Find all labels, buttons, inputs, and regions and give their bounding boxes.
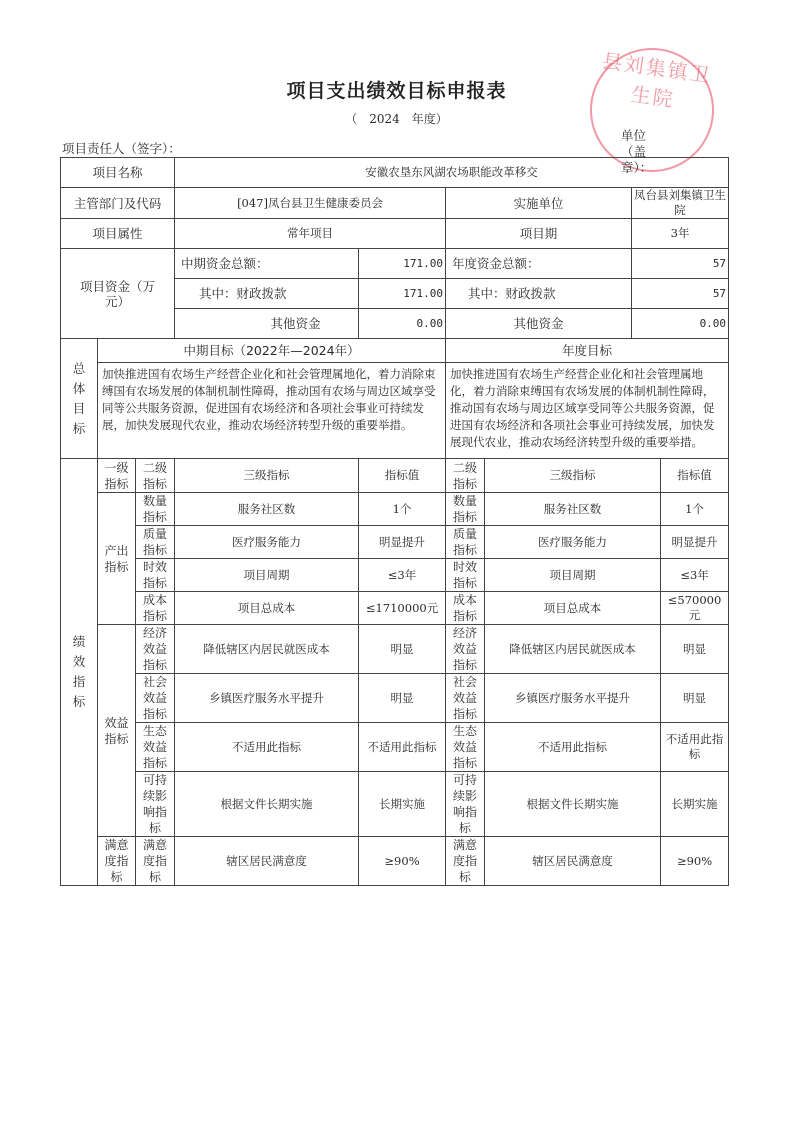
level1-satisfaction: 满意度指标 [98, 837, 136, 886]
table-row [61, 493, 729, 526]
year-level2: 满意度指标 [446, 837, 485, 886]
mid-goal-text: 加快推进国有农场生产经营企业化和社会管理属地化，着力消除束缚国有农场发展的体制机制性障碍，推动国有农场与周边区域享受同等公共服务资源，促进国有农场经济和各项社会事业可持续发展，加快发展现代农业，推动农场经济转型升级的重要举措。 [98, 363, 446, 459]
mid-value: 1个 [359, 493, 446, 526]
mid-goal-header: 中期目标（2022年—2024年） [98, 339, 446, 363]
year-level2: 质量指标 [446, 526, 485, 559]
table-row [61, 772, 729, 837]
unit-seal-label: 单位（盖章）： [621, 128, 653, 175]
level3: 项目总成本 [175, 592, 359, 625]
level3: 项目周期 [175, 559, 359, 592]
header-year-value: 指标值 [661, 459, 729, 493]
mid-value: 明显提升 [359, 526, 446, 559]
level3: 辖区居民满意度 [175, 837, 359, 886]
level2: 成本指标 [136, 592, 175, 625]
year-value: ≥90% [661, 837, 729, 886]
year-value: 明显提升 [661, 526, 729, 559]
official-seal-text: 县刘集镇卫生院 [600, 48, 713, 112]
level3: 医疗服务能力 [175, 526, 359, 559]
header-value: 指标值 [359, 459, 446, 493]
mid-value: 长期实施 [359, 772, 446, 837]
level1-output: 产出指标 [98, 493, 136, 625]
year-value: ≤3年 [661, 559, 729, 592]
attr-value: 常年项目 [175, 219, 446, 249]
mid-total-label: 中期资金总额： [175, 249, 359, 279]
responsible-person-label: 项目责任人（签字）： [62, 141, 181, 156]
level2: 满意度指标 [136, 837, 175, 886]
level2: 社会效益指标 [136, 674, 175, 723]
year-goal-text: 加快推进国有农场生产经营企业化和社会管理属地化，着力消除束缚国有农场发展的体制机制性障碍，推动国有农场与周边区域享受同等公共服务资源，促进国有农场经济和各项社会事业可持续发展，加快发展现代农业，推动农场经济转型升级的重要举措。 [446, 363, 729, 459]
level3: 降低辖区内居民就医成本 [175, 625, 359, 674]
table-row [61, 559, 729, 592]
dept-value: [047]凤台县卫生健康委员会 [175, 188, 446, 219]
table-row [61, 723, 729, 772]
mid-value: 明显 [359, 674, 446, 723]
mid-fiscal-label: 其中：财政拨款 [175, 279, 359, 309]
performance-label: 绩效指标 [61, 459, 98, 886]
year-level3: 项目周期 [485, 559, 661, 592]
year-value: 明显 [661, 625, 729, 674]
period-label: 项目期 [446, 219, 632, 249]
year-level2: 数量指标 [446, 493, 485, 526]
year-value: 1个 [661, 493, 729, 526]
year-level2: 可持续影响指标 [446, 772, 485, 837]
level2: 时效指标 [136, 559, 175, 592]
year-level2: 生态效益指标 [446, 723, 485, 772]
level2: 数量指标 [136, 493, 175, 526]
year-value: 不适用此指标 [661, 723, 729, 772]
year-level3: 医疗服务能力 [485, 526, 661, 559]
level2: 可持续影响指标 [136, 772, 175, 837]
table-row [61, 526, 729, 559]
year-goal-header: 年度目标 [446, 339, 729, 363]
mid-value: ≥90% [359, 837, 446, 886]
year-level3: 辖区居民满意度 [485, 837, 661, 886]
level3: 乡镇医疗服务水平提升 [175, 674, 359, 723]
table-row [61, 592, 729, 625]
level2: 经济效益指标 [136, 625, 175, 674]
year-other-label: 其他资金 [446, 309, 632, 339]
year-level3: 降低辖区内居民就医成本 [485, 625, 661, 674]
header-level1: 一级指标 [98, 459, 136, 493]
year-level2: 社会效益指标 [446, 674, 485, 723]
year-total-label: 年度资金总额： [446, 249, 632, 279]
mid-other-label: 其他资金 [175, 309, 359, 339]
impl-unit-label: 实施单位 [446, 188, 632, 219]
table-row [61, 674, 729, 723]
mid-other-value: 0.00 [359, 309, 446, 339]
table-row [61, 837, 729, 886]
dept-label: 主管部门及代码 [61, 188, 175, 219]
year-value: ≤570000元 [661, 592, 729, 625]
year-fiscal-value: 57 [632, 279, 729, 309]
year-level2: 时效指标 [446, 559, 485, 592]
period-value: 3年 [632, 219, 729, 249]
header-year-level3: 三级指标 [485, 459, 661, 493]
year-level2: 成本指标 [446, 592, 485, 625]
performance-target-table [60, 157, 729, 886]
header-year-level2: 二级指标 [446, 459, 485, 493]
mid-value: ≤1710000元 [359, 592, 446, 625]
project-name-value: 安徽农垦东风湖农场职能改革移交 [175, 158, 729, 188]
year-level3: 不适用此指标 [485, 723, 661, 772]
level1-benefit: 效益指标 [98, 625, 136, 837]
mid-value: 不适用此指标 [359, 723, 446, 772]
mid-value: 明显 [359, 625, 446, 674]
header-level3: 三级指标 [175, 459, 359, 493]
year-level3: 根据文件长期实施 [485, 772, 661, 837]
level2: 质量指标 [136, 526, 175, 559]
year-level3: 乡镇医疗服务水平提升 [485, 674, 661, 723]
header-level2: 二级指标 [136, 459, 175, 493]
year-level3: 服务社区数 [485, 493, 661, 526]
year-total-value: 57 [632, 249, 729, 279]
year-fiscal-label: 其中：财政拨款 [446, 279, 632, 309]
level2: 生态效益指标 [136, 723, 175, 772]
year-level3: 项目总成本 [485, 592, 661, 625]
level3: 服务社区数 [175, 493, 359, 526]
funds-label: 项目资金（万元） [61, 249, 175, 339]
page-title: 项目支出绩效目标申报表 [286, 80, 507, 102]
year-value: 明显 [661, 674, 729, 723]
mid-fiscal-value: 171.00 [359, 279, 446, 309]
mid-total-value: 171.00 [359, 249, 446, 279]
year-level2: 经济效益指标 [446, 625, 485, 674]
attr-label: 项目属性 [61, 219, 175, 249]
project-name-label: 项目名称 [61, 158, 175, 188]
level3: 不适用此指标 [175, 723, 359, 772]
year-other-value: 0.00 [632, 309, 729, 339]
impl-unit-value: 凤台县刘集镇卫生院 [632, 188, 729, 219]
year-value: 长期实施 [661, 772, 729, 837]
level3: 根据文件长期实施 [175, 772, 359, 837]
mid-value: ≤3年 [359, 559, 446, 592]
report-year: （ 2024 年度） [345, 112, 448, 126]
overall-goal-label: 总体目标 [61, 339, 98, 459]
table-row [61, 625, 729, 674]
